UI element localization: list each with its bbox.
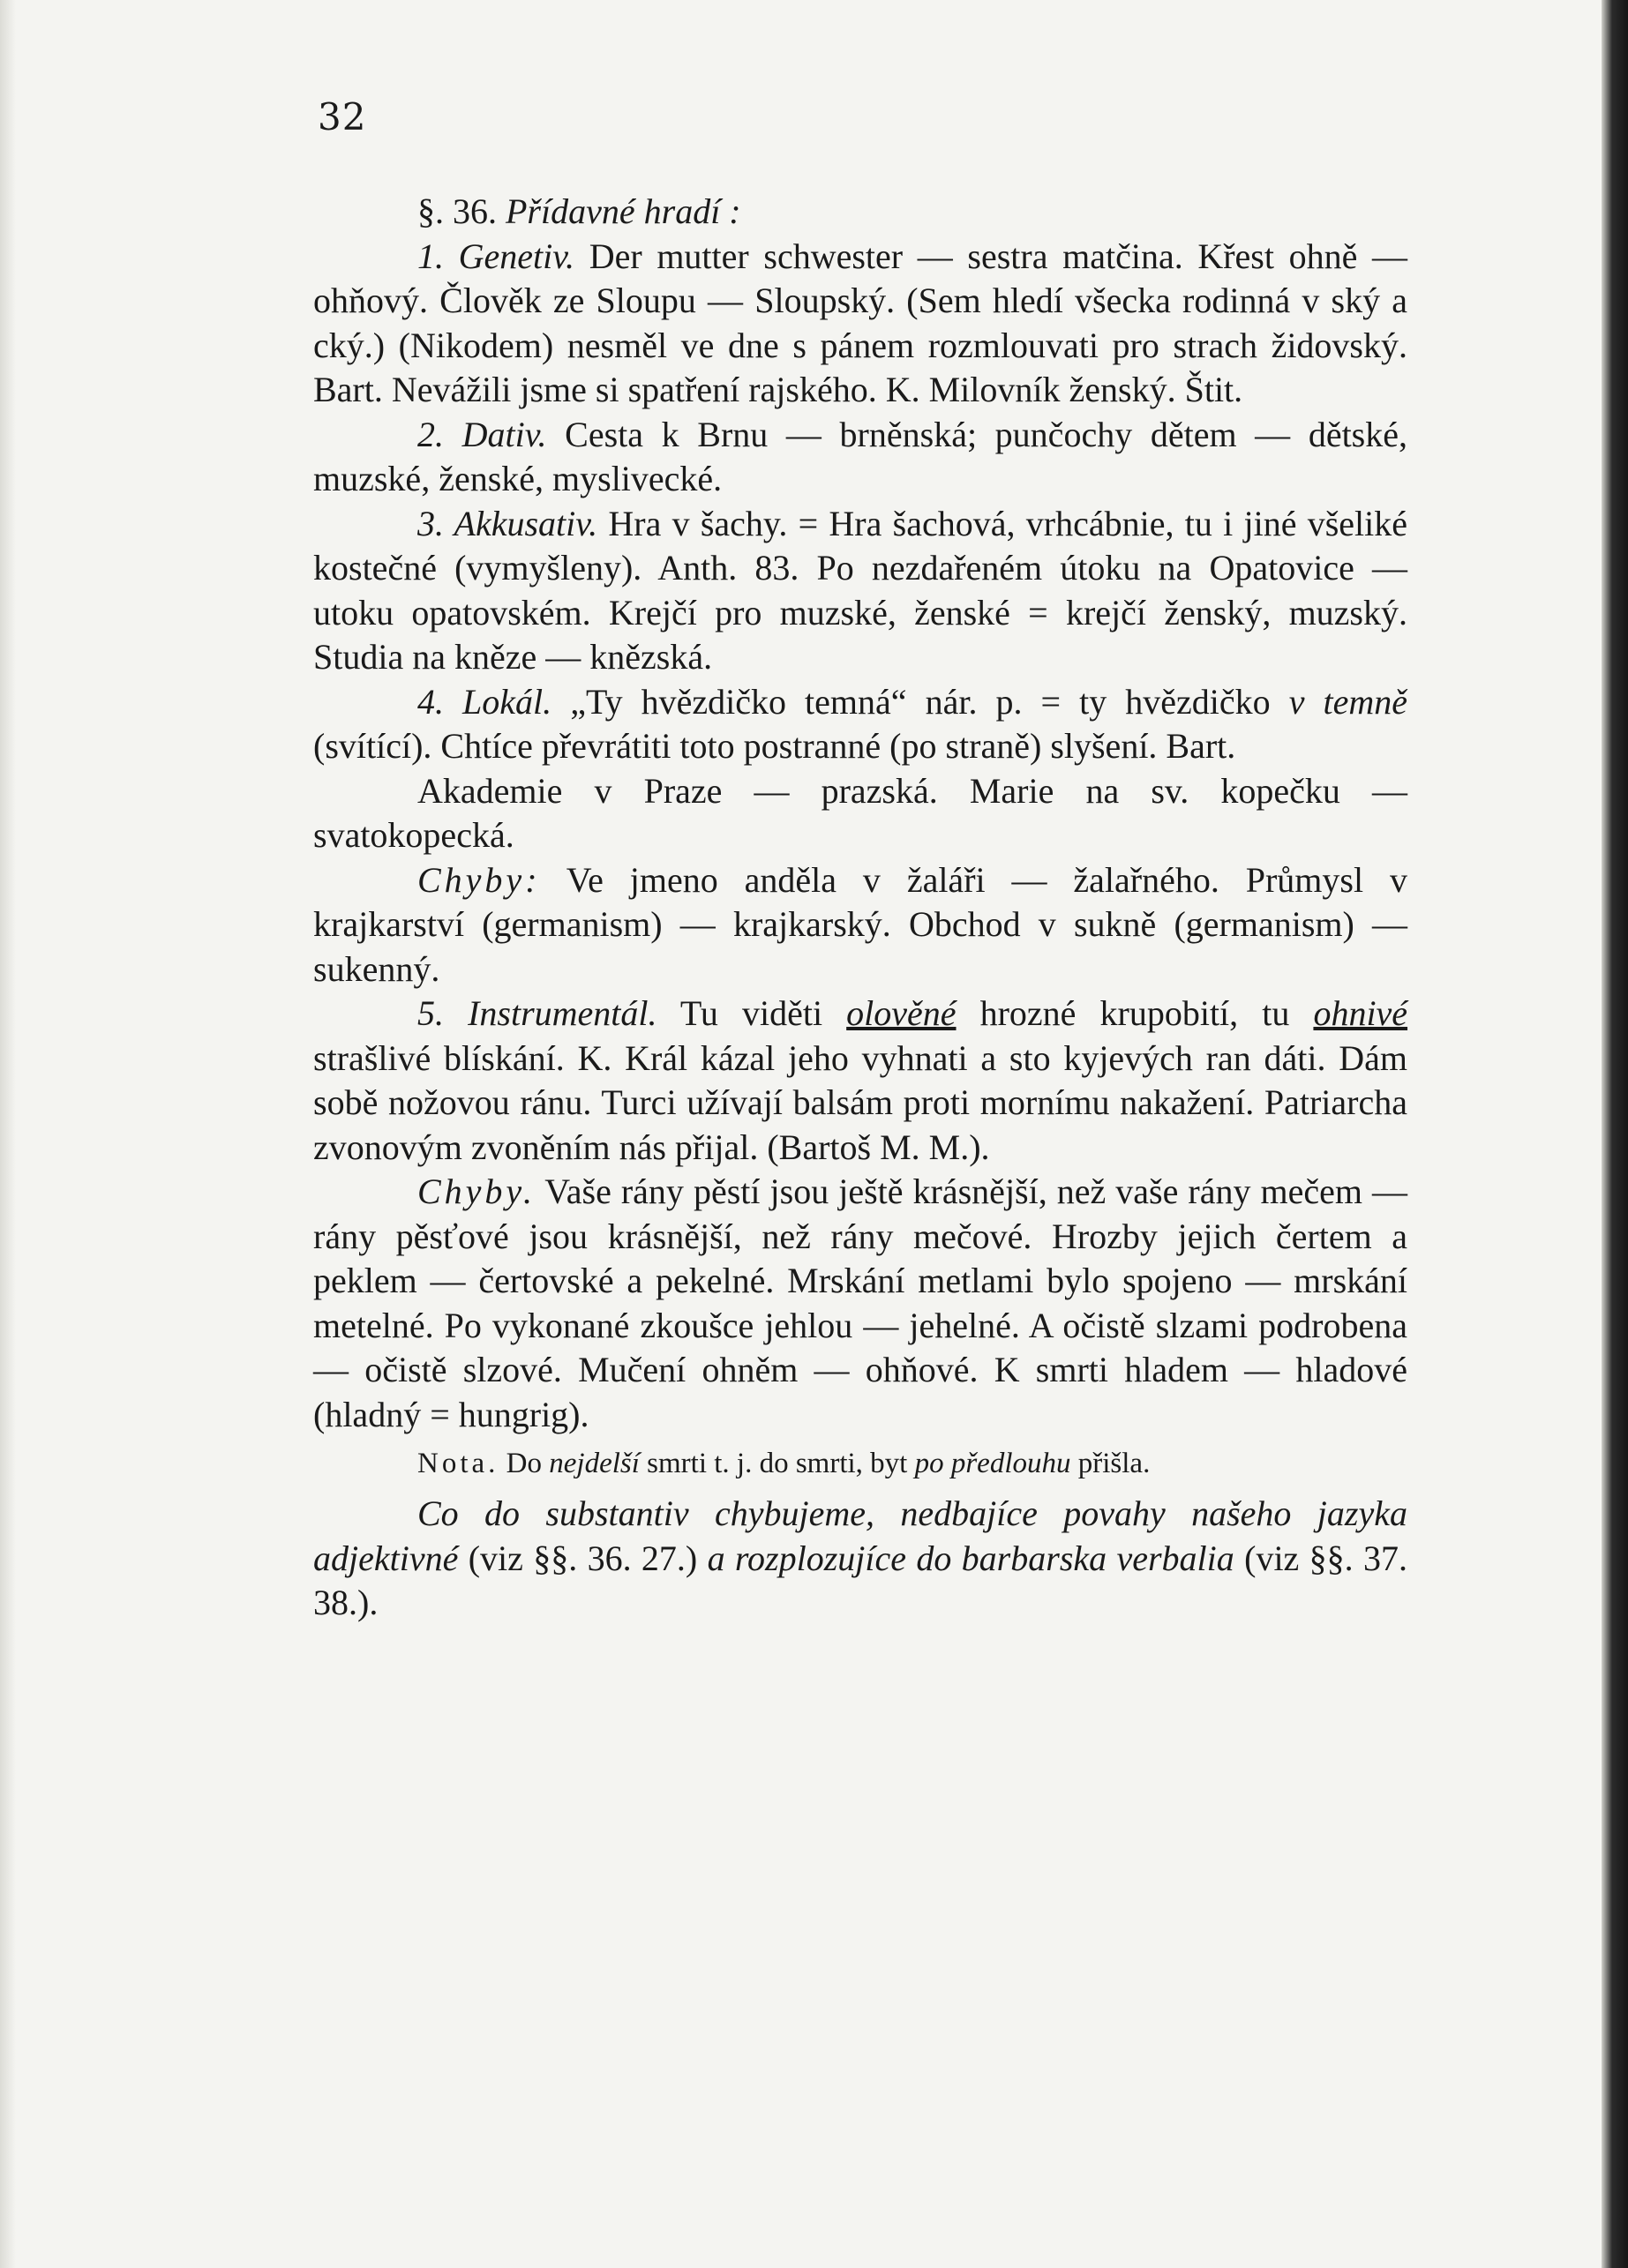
lokal-chyby-label: Chyby:	[417, 859, 541, 900]
genetiv-text: Der mutter schwester — sestra matčina. Křest ohně — ohňový. Člověk ze Sloupu — Sloupský. (Sem hledí všecka rodinná v ský a cký.) (Nikodem) nesměl ve dne s pánem rozmlouvati pro strach židovský. Bart. Nevážili jsme si spatření rajského. K. Milovník ženský. Štit.	[313, 236, 1408, 409]
lokal-chyby-text: Ve jmeno anděla v žaláři — žalařného. Průmysl v krajkarství (germanism) — krajkarský. Obchod v sukně (germanism) — sukenný.	[313, 859, 1407, 989]
instrumental-text-2: hrozné krupobití, tu	[979, 993, 1290, 1033]
nota-paragraph	[313, 1442, 1407, 1485]
section-title: Přídavné hradí :	[506, 191, 741, 231]
dativ-text: Cesta k Brnu — brněnská; punčochy dětem — dětské, muzské, ženské, myslivecké.	[313, 414, 1408, 498]
instrumental-chyby-label: Chyby.	[417, 1171, 536, 1211]
section-number: §. 36.	[417, 191, 497, 231]
page-number: 32	[318, 95, 367, 138]
lokal-text-1: „Ty hvězdičko temná“ nár. p. = ty hvězdičko	[570, 681, 1271, 722]
instrumental-paragraph	[313, 992, 1407, 1170]
nota-text-1: Do	[506, 1448, 542, 1479]
nota-label: Nota.	[417, 1448, 499, 1479]
instrumental-text-1: Tu viděti	[679, 993, 823, 1033]
nota-text-2: smrti t. j. do smrti, byt	[647, 1448, 908, 1479]
closing-text-1: Co do substantiv chybujeme, nedbajíce povahy našeho jazyka adjektivné	[313, 1493, 1407, 1578]
instrumental-text-3: strašlivé blískání. K. Král kázal jeho vyhnati a sto kyjevých ran dáti. Dám sobě nožovou ránu. Turci užívají balsám proti mornímu nakažení. Patriarcha zvonovým zvoněním nás přijal. (Bartoš M. M.).	[313, 1037, 1407, 1167]
nota-text-3: přišla.	[1077, 1448, 1151, 1479]
genetiv-label: 1. Genetiv.	[417, 236, 575, 276]
page-text	[313, 190, 1407, 1626]
genetiv-paragraph	[313, 235, 1407, 413]
lokal-praha-paragraph: Akademie v Praze — prazská. Marie na sv. kopečku — svatokopecká.	[313, 770, 1407, 855]
instrumental-underlined-2: ohnivé	[1313, 993, 1408, 1033]
instrumental-underlined-1: olověné	[846, 993, 957, 1033]
lokal-paragraph	[313, 680, 1407, 769]
instrumental-chyby-paragraph	[313, 1170, 1407, 1437]
nota-italic-2: po předlouhu	[914, 1448, 1071, 1479]
dativ-label: 2. Dativ.	[417, 414, 547, 454]
page-right-edge-shadow	[1602, 0, 1628, 2268]
nota-italic-1: nejdelší	[549, 1448, 640, 1479]
akkusativ-label: 3. Akkusativ.	[417, 503, 598, 543]
lokal-italic: v temně	[1288, 681, 1408, 722]
lokal-chyby-paragraph	[313, 858, 1407, 992]
closing-reference-1: (viz §§. 36. 27.)	[468, 1538, 698, 1578]
akkusativ-text: Hra v šachy. = Hra šachová, vrhcábnie, tu i jiné všeliké kostečné (vymyšleny). Anth. 83. Po nezdařeném útoku na Opatovice — utoku opatovském. Krejčí pro muzské, ženské = krejčí ženský, muzský. Studia na kněze — knězská.	[313, 503, 1408, 677]
dativ-paragraph	[313, 413, 1407, 502]
section-heading	[313, 190, 1407, 235]
lokal-text-2: (svítící). Chtíce převrátiti toto postranné (po straně) slyšení. Bart.	[313, 726, 1236, 766]
instrumental-label: 5. Instrumentál.	[417, 993, 657, 1033]
akkusativ-paragraph	[313, 502, 1407, 680]
lokal-label: 4. Lokál.	[417, 681, 552, 722]
closing-text-2: a rozplozujíce do barbarska verbalia	[707, 1538, 1234, 1578]
page-left-edge	[0, 0, 16, 2268]
closing-paragraph	[313, 1492, 1407, 1626]
instrumental-chyby-text: Vaše rány pěstí jsou ještě krásnější, než vaše rány mečem — rány pěsťové jsou krásnější, než rány mečové. Hrozby jejich čertem a peklem — čertovské a pekelné. Mrskání metlami bylo spojeno — mrskání metelné. Po vykonané zkoušce jehlou — jehelné. A očistě slzami podrobena — očistě slzové. Mučení ohněm — ohňové. K smrti hladem — hladové (hladný = hungrig).	[313, 1171, 1407, 1434]
closing-reference-2: (viz §§. 37. 38.).	[313, 1538, 1407, 1622]
